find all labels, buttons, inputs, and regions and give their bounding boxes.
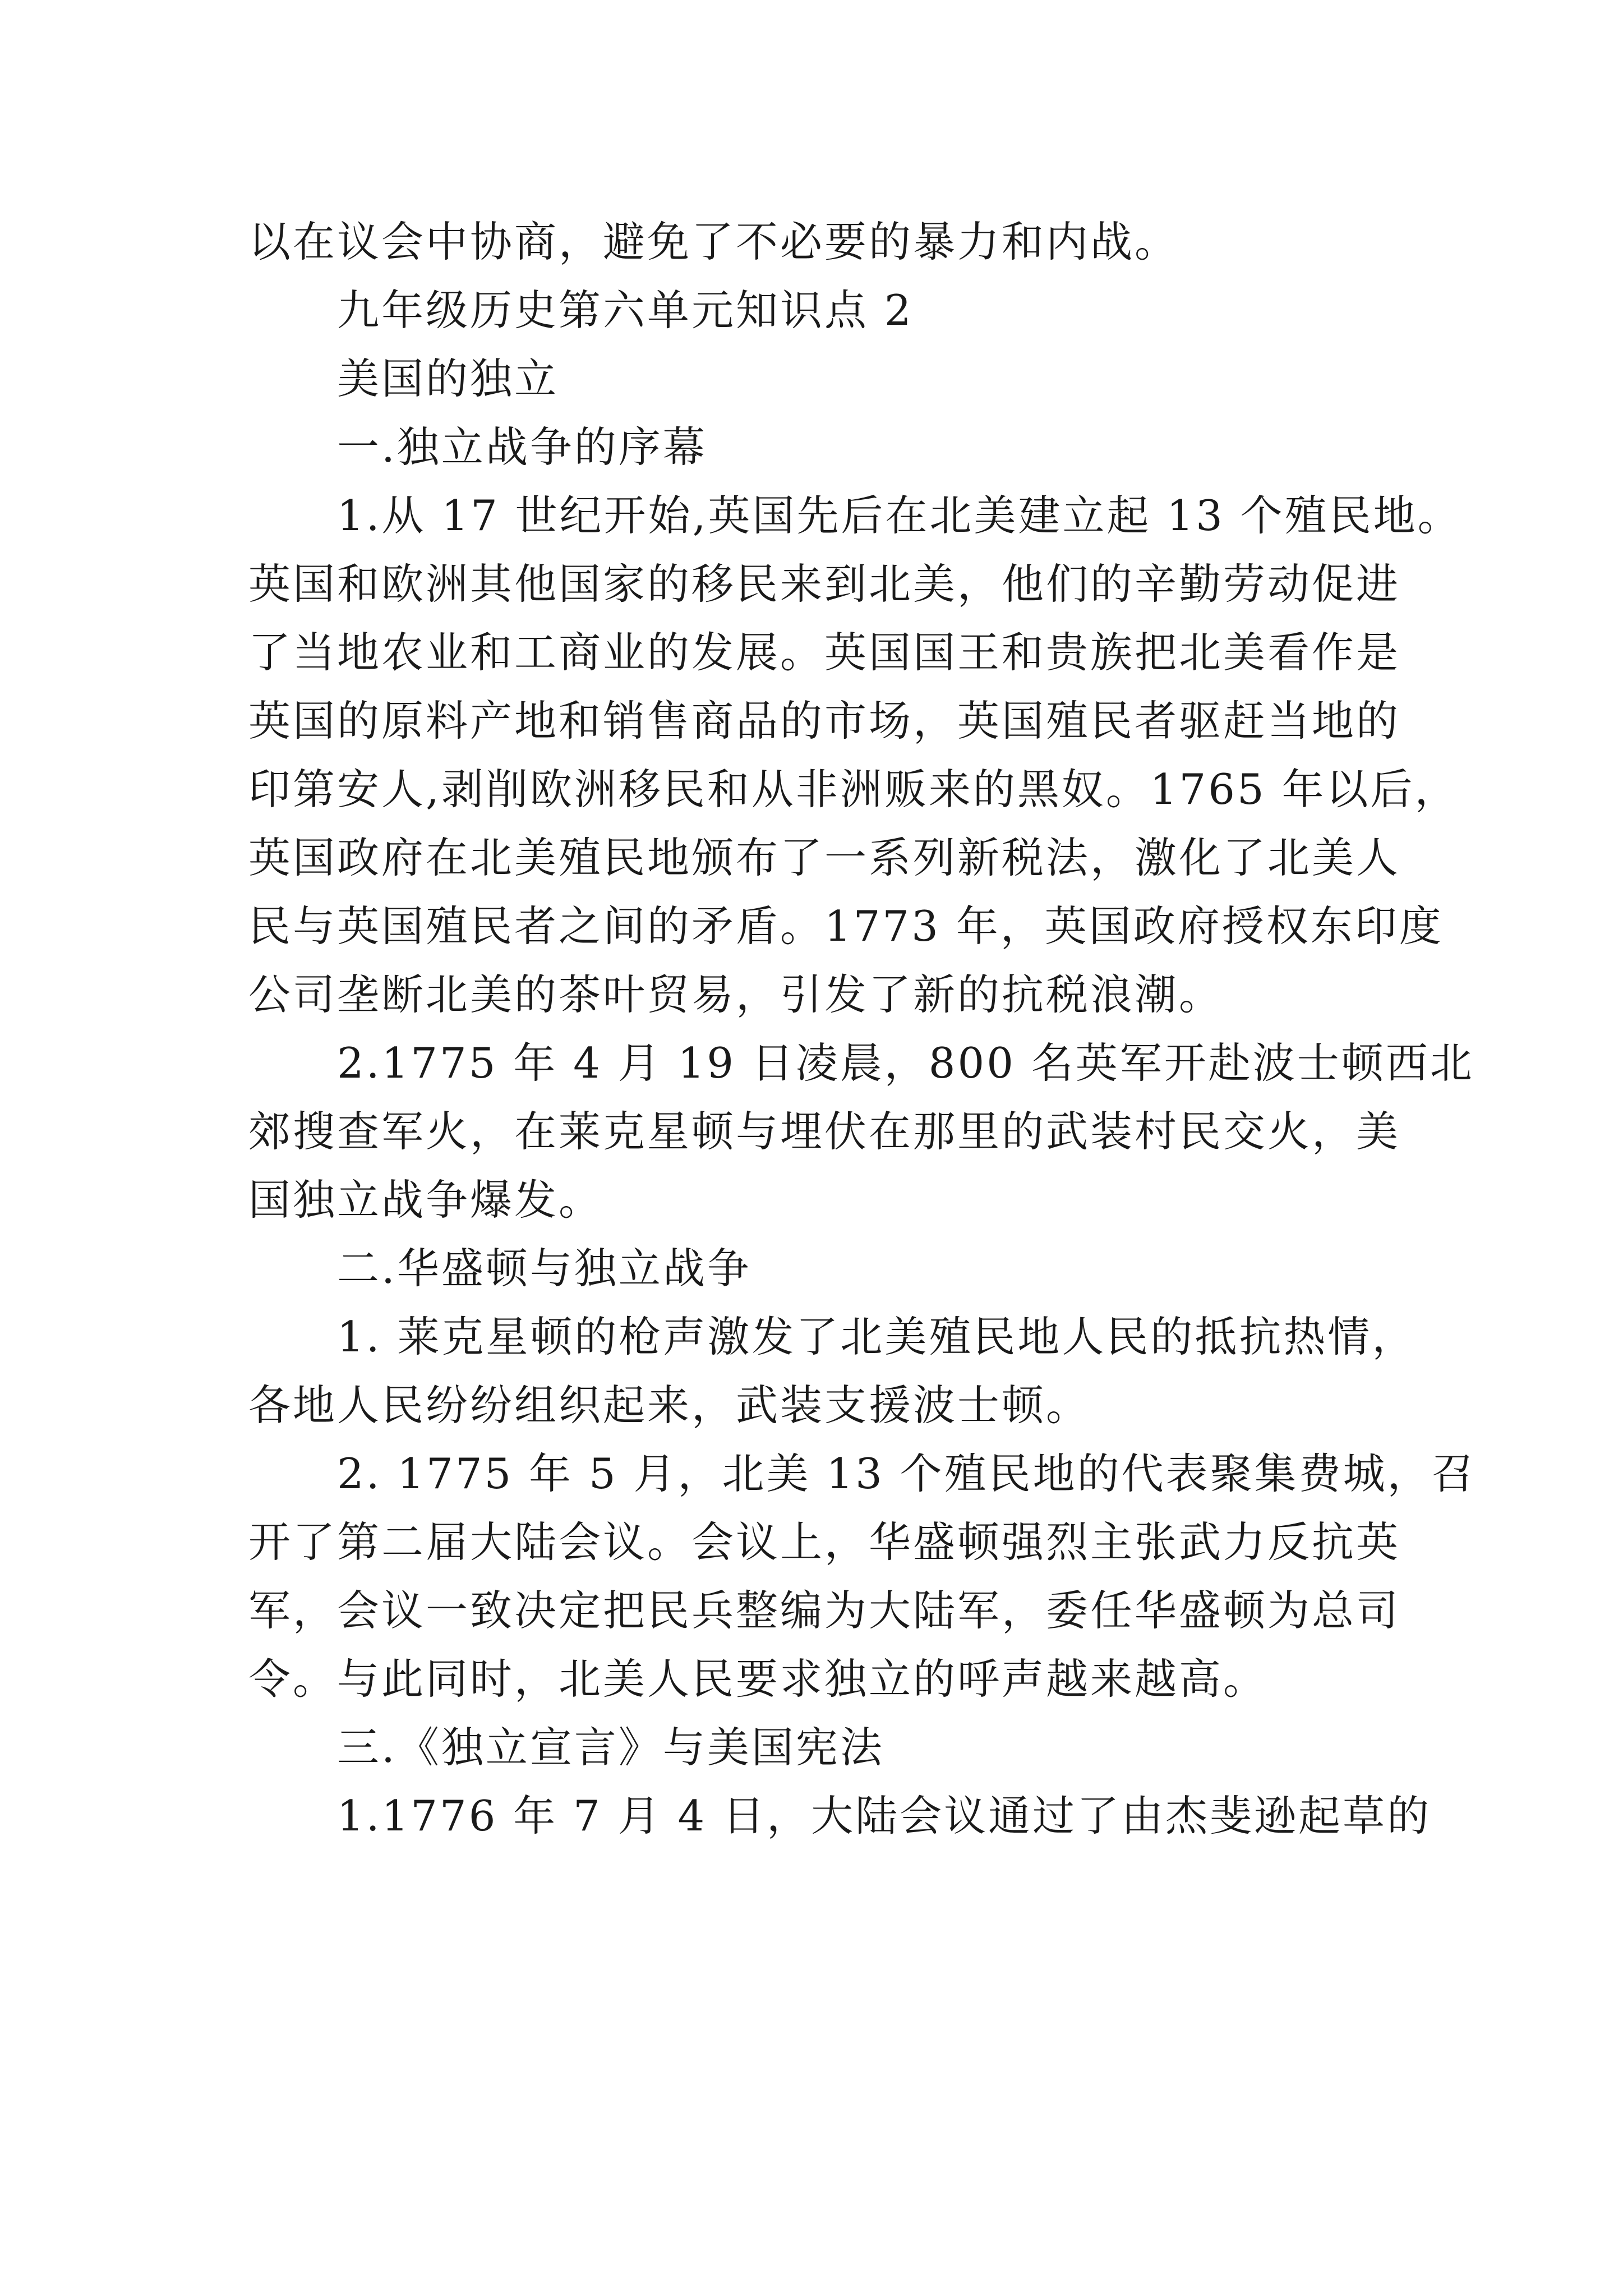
lesson-title: 美国的独立 (337, 354, 559, 403)
text-line: 以在议会中协商，避免了不必要的暴力和内战。 (248, 217, 1179, 266)
text-line: 2. 1775 年 5 月，北美 13 个殖民地的代表聚集费城，召 (337, 1449, 1476, 1498)
text-line: 印第安人,剥削欧洲移民和从非洲贩来的黑奴。1765 年以后， (248, 765, 1459, 814)
section-heading: 九年级历史第六单元知识点 2 (337, 286, 914, 335)
subsection-heading: 二.华盛顿与独立战争 (337, 1244, 751, 1293)
text-line: 令。与此同时，北美人民要求独立的呼声越来越高。 (248, 1654, 1268, 1704)
text-line: 了当地农业和工商业的发展。英国国王和贵族把北美看作是 (248, 628, 1401, 677)
text-line: 公司垄断北美的茶叶贸易，引发了新的抗税浪潮。 (248, 970, 1224, 1019)
text-line: 1.从 17 世纪开始,英国先后在北美建立起 13 个殖民地。 (337, 491, 1462, 540)
text-line: 民与英国殖民者之间的矛盾。1773 年，英国政府授权东印度 (248, 901, 1444, 951)
subsection-heading: 三.《独立宣言》与美国宪法 (337, 1723, 884, 1772)
text-line: 开了第二届大陆会议。会议上，华盛顿强烈主张武力反抗英 (248, 1517, 1401, 1567)
text-line: 英国的原料产地和销售商品的市场，英国殖民者驱赶当地的 (248, 696, 1401, 746)
text-line: 1. 莱克星顿的枪声激发了北美殖民地人民的抵抗热情， (337, 1312, 1417, 1361)
text-line: 英国和欧洲其他国家的移民来到北美，他们的辛勤劳动促进 (248, 559, 1401, 609)
text-line: 军，会议一致决定把民兵整编为大陆军，委任华盛顿为总司 (248, 1586, 1401, 1635)
text-line: 郊搜查军火，在莱克星顿与埋伏在那里的武装村民交火，美 (248, 1107, 1401, 1156)
text-line: 1.1776 年 7 月 4 日，大陆会议通过了由杰斐逊起草的 (337, 1791, 1432, 1841)
subsection-heading: 一.独立战争的序幕 (337, 422, 707, 472)
text-line: 2.1775 年 4 月 19 日凌晨，800 名英军开赴波士顿西北 (337, 1038, 1474, 1088)
text-line: 国独立战争爆发。 (248, 1175, 603, 1225)
text-line: 英国政府在北美殖民地颁布了一系列新税法，激化了北美人 (248, 833, 1401, 882)
document-body (248, 208, 1476, 1850)
text-line: 各地人民纷纷组织起来，武装支援波士顿。 (248, 1381, 1091, 1430)
